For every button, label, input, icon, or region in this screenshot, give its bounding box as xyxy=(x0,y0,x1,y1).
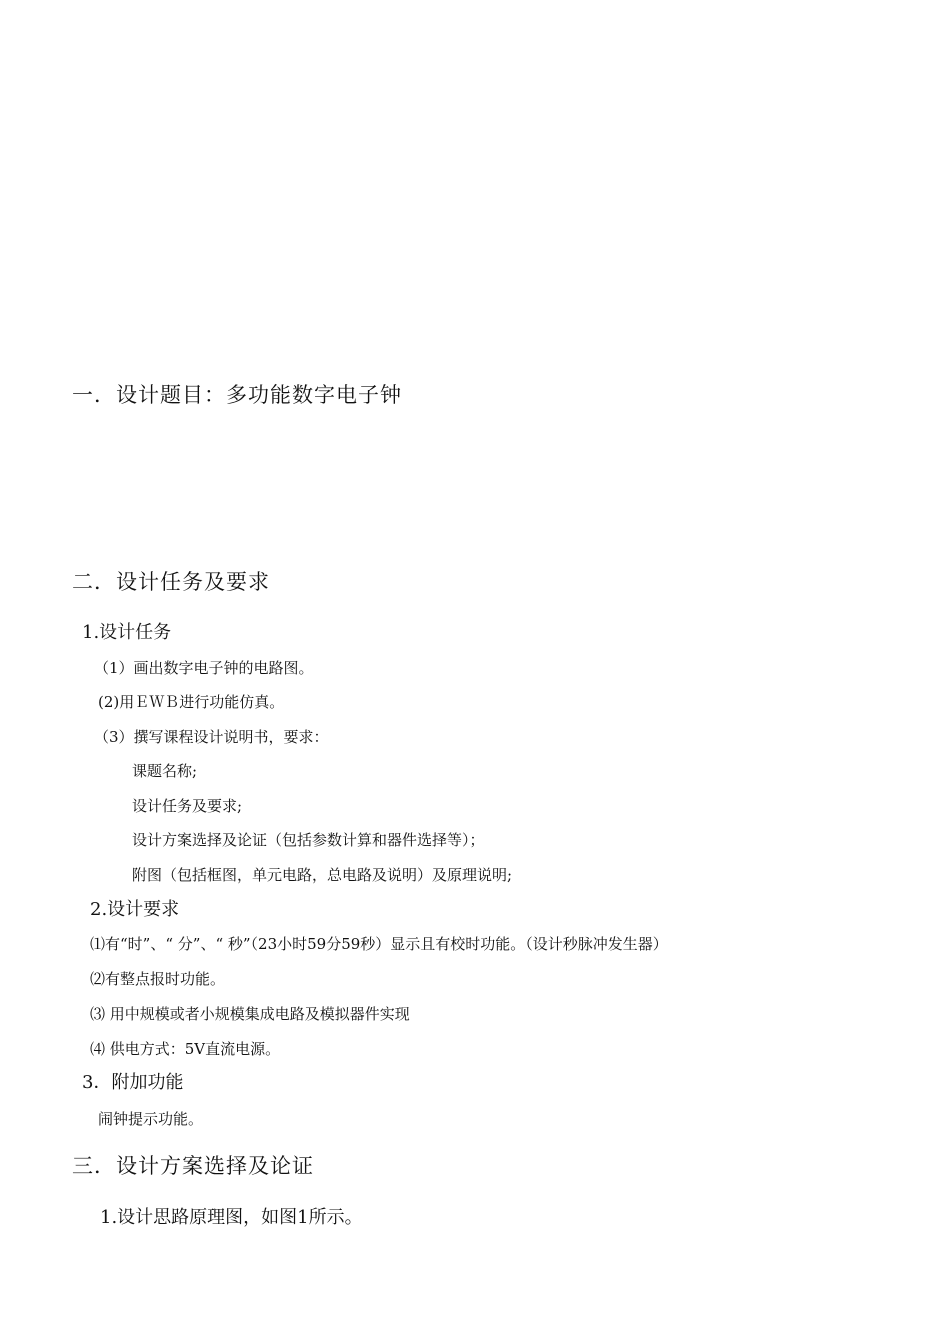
section-3-item-1: 1.设计思路原理图，如图1所示。 xyxy=(100,1207,363,1228)
task-subitem-3: 设计方案选择及论证（包括参数计算和器件选择等）； xyxy=(132,831,485,849)
requirements-heading: 2.设计要求 xyxy=(90,899,180,920)
requirement-item-3: ⑶ 用中规模或者小规模集成电路及模拟器件实现 xyxy=(90,1005,410,1023)
section-1-heading: 一．设计题目：多功能数字电子钟 xyxy=(72,383,402,407)
task-item-3: （3）撰写课程设计说明书，要求： xyxy=(94,728,329,746)
task-subitem-2: 设计任务及要求; xyxy=(132,797,243,815)
extra-heading: 3．附加功能 xyxy=(82,1072,184,1093)
requirement-item-2: ⑵有整点报时功能。 xyxy=(90,970,226,988)
section-2-heading: 二．设计任务及要求 xyxy=(72,570,270,594)
task-subitem-1: 课题名称; xyxy=(132,762,198,780)
task-item-1: （1）画出数字电子钟的电路图。 xyxy=(94,659,314,677)
task-subitem-4: 附图（包括框图，单元电路，总电路及说明）及原理说明; xyxy=(132,866,513,884)
section-3-heading: 三．设计方案选择及论证 xyxy=(72,1154,314,1178)
extra-text: 闹钟提示功能。 xyxy=(98,1110,204,1128)
task-heading: 1.设计任务 xyxy=(82,622,172,643)
requirement-item-1: ⑴有“时”、“ 分”、“ 秒”（23小时59分59秒）显示且有校时功能。（设计秒脉冲发生器） xyxy=(90,935,668,953)
task-item-2: (2)用ＥＷＢ进行功能仿真。 xyxy=(98,693,285,711)
requirement-item-4: ⑷ 供电方式：5V直流电源。 xyxy=(90,1040,281,1058)
